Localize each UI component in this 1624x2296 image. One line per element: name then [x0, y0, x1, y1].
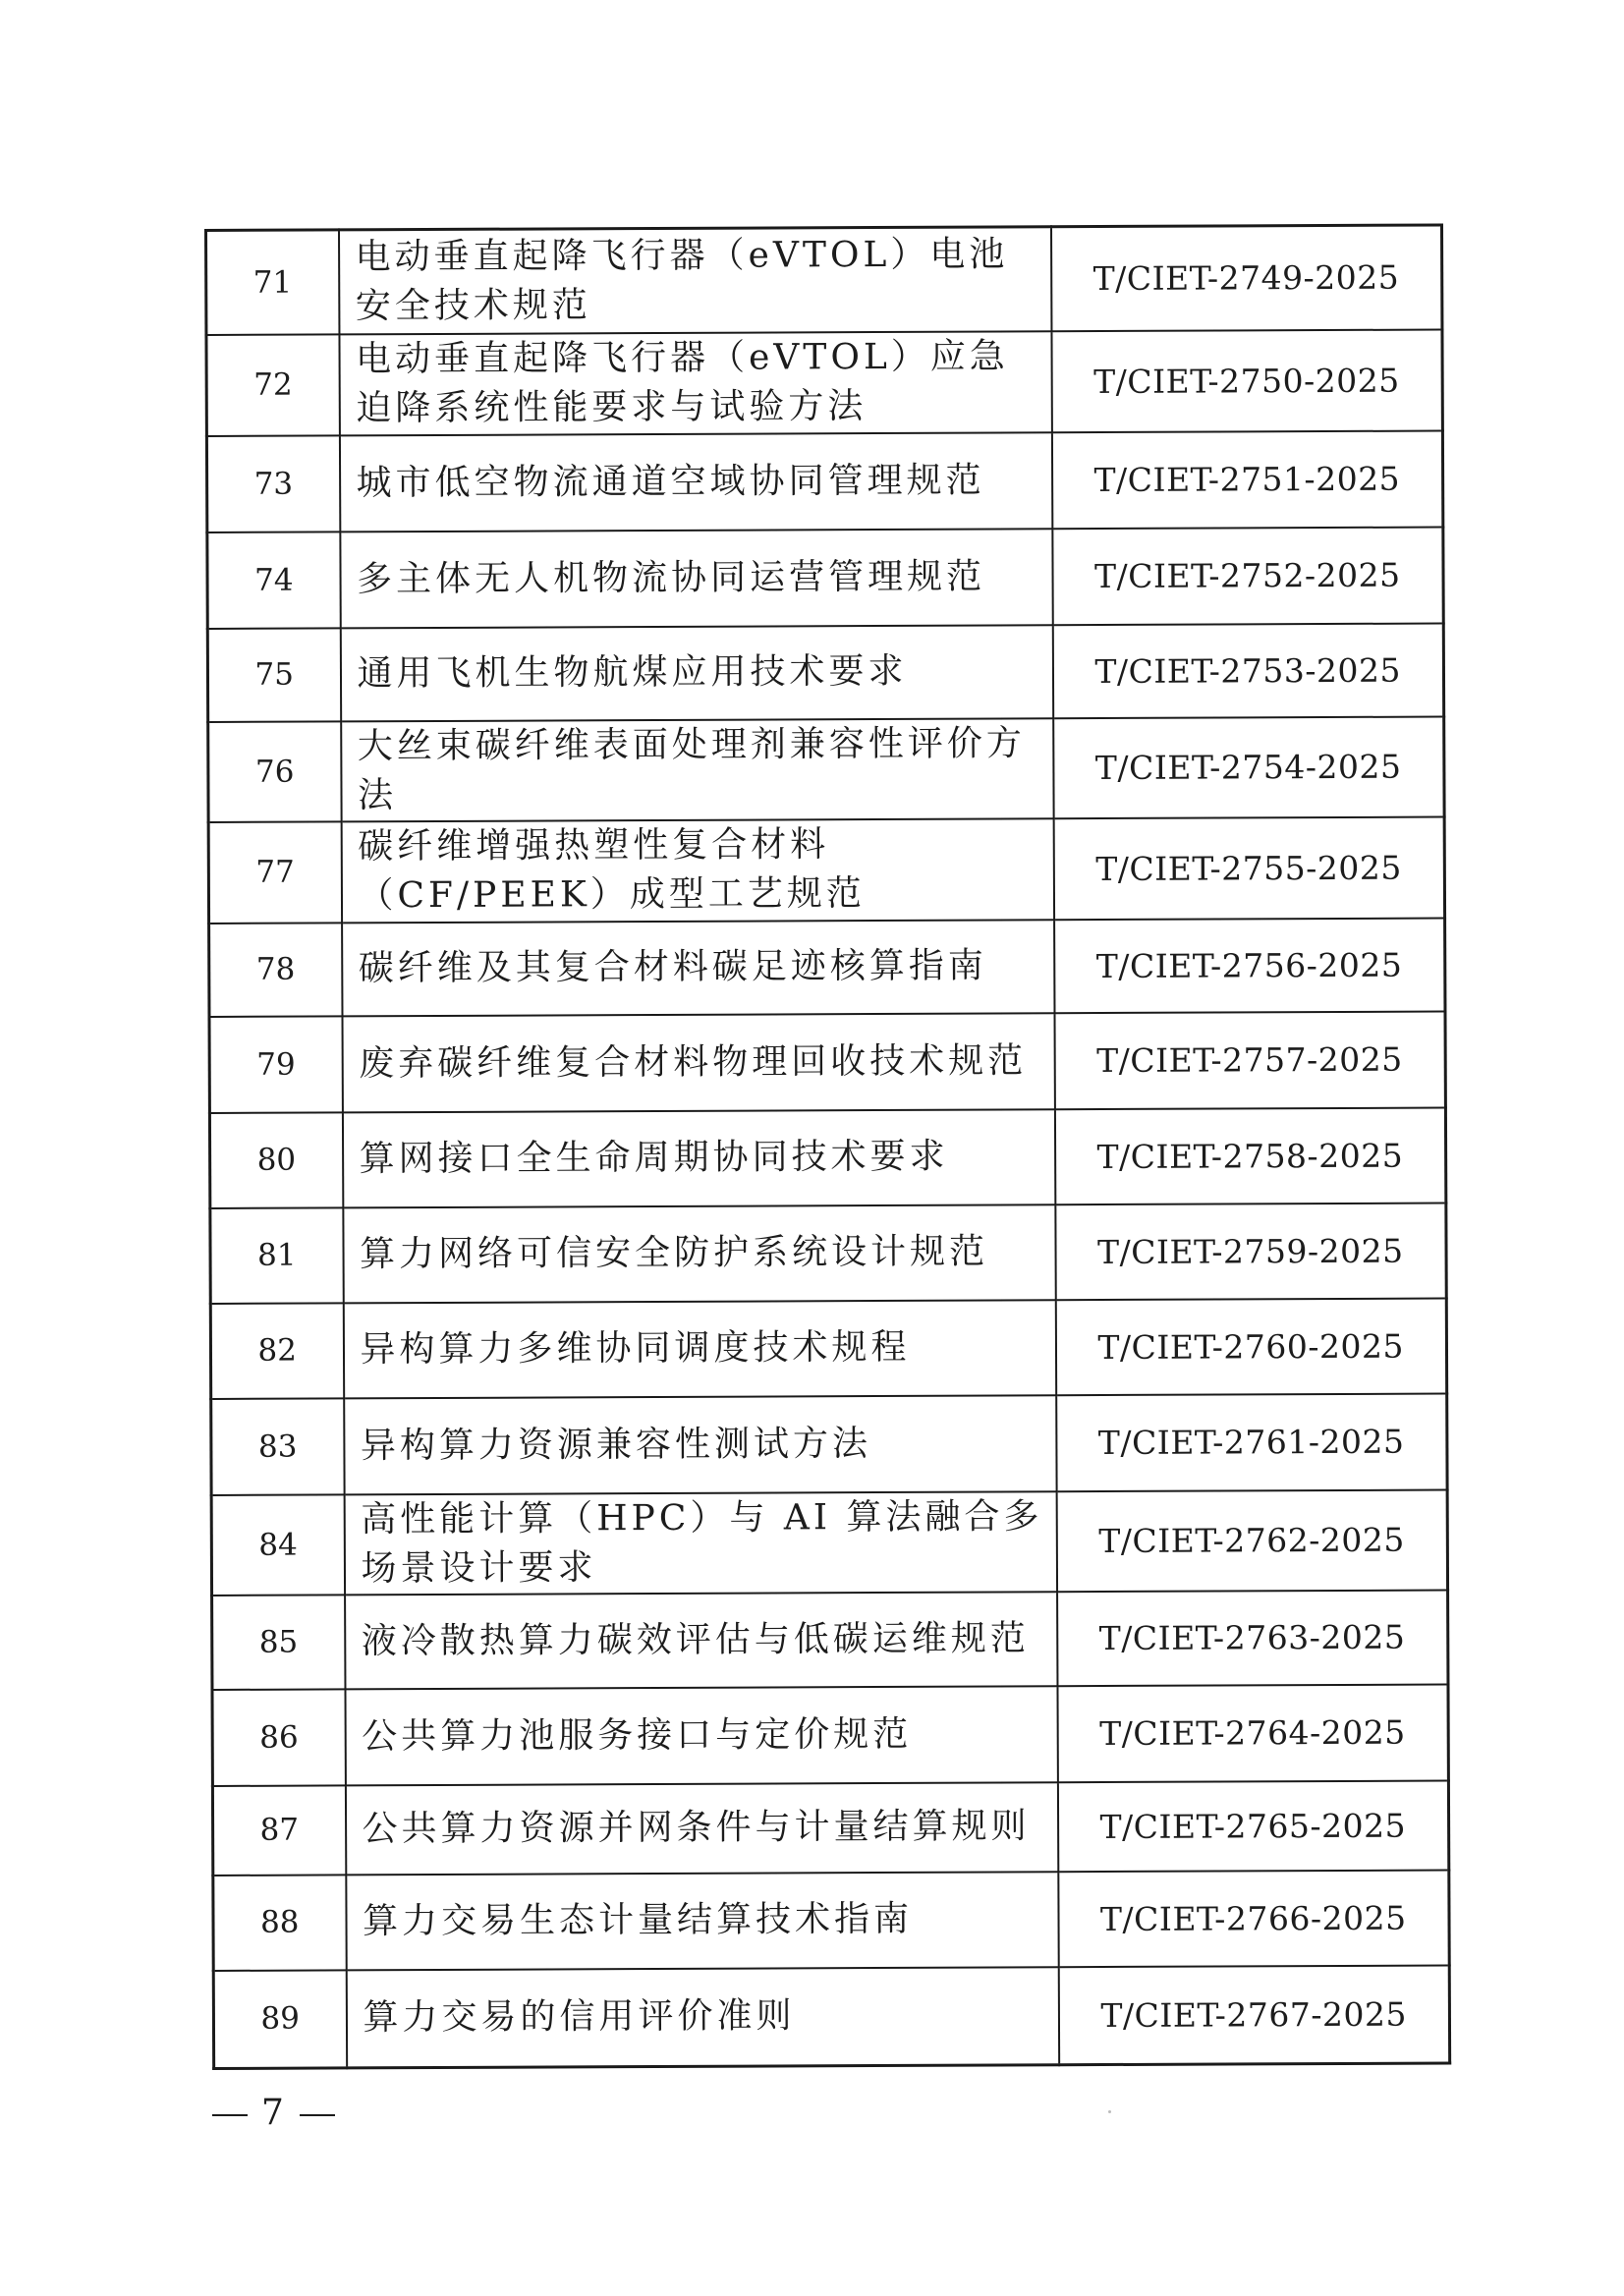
row-number: 75 [207, 628, 340, 722]
page-footer [212, 2093, 335, 2133]
standard-name: 算力交易生态计量结算技术指南 [346, 1872, 1058, 1970]
standard-code: T/CIET-2762-2025 [1056, 1489, 1447, 1592]
table-row [209, 918, 1445, 1016]
standard-code: T/CIET-2759-2025 [1055, 1203, 1446, 1300]
row-number: 76 [208, 721, 341, 822]
row-number: 84 [211, 1494, 344, 1596]
standard-name: 异构算力资源兼容性测试方法 [344, 1395, 1056, 1494]
row-number: 72 [206, 334, 339, 436]
table-row [206, 430, 1442, 532]
standard-code: T/CIET-2761-2025 [1056, 1393, 1447, 1491]
table-row [206, 329, 1442, 435]
standard-name: 液冷散热算力碳效评估与低碳运维规范 [345, 1592, 1057, 1689]
table-row [208, 816, 1444, 923]
standard-code: T/CIET-2760-2025 [1055, 1298, 1446, 1395]
standard-code: T/CIET-2756-2025 [1054, 918, 1445, 1013]
standard-name: 公共算力资源并网条件与计量结算规则 [345, 1782, 1057, 1875]
table-row [212, 1684, 1448, 1785]
standard-code: T/CIET-2750-2025 [1051, 329, 1442, 432]
row-number: 80 [209, 1112, 342, 1208]
table-row [210, 1298, 1446, 1398]
row-number: 89 [213, 1970, 346, 2069]
standard-name: 公共算力池服务接口与定价规范 [345, 1686, 1057, 1785]
row-number: 81 [210, 1207, 343, 1304]
row-number: 87 [212, 1785, 345, 1876]
row-number: 78 [209, 923, 342, 1017]
row-number: 88 [213, 1875, 346, 1971]
row-number: 85 [212, 1595, 345, 1690]
standard-code: T/CIET-2757-2025 [1054, 1011, 1445, 1109]
standard-code: T/CIET-2764-2025 [1057, 1684, 1448, 1782]
table-row [212, 1780, 1448, 1875]
standard-code: T/CIET-2758-2025 [1054, 1107, 1445, 1204]
standard-code: T/CIET-2765-2025 [1057, 1780, 1448, 1872]
scan-speck [1108, 2110, 1111, 2113]
standard-name: 算网接口全生命周期协同技术要求 [342, 1109, 1054, 1207]
standard-code: T/CIET-2751-2025 [1051, 430, 1442, 529]
standard-name: 高性能计算（HPC）与 AI 算法融合多场景设计要求 [344, 1491, 1056, 1595]
table-row [211, 1393, 1447, 1494]
standard-name: 多主体无人机物流协同运营管理规范 [340, 529, 1052, 628]
table-row [211, 1489, 1447, 1595]
footer-dash-left [212, 2114, 248, 2116]
standard-name: 异构算力多维协同调度技术规程 [343, 1300, 1055, 1398]
standard-name: 电动垂直起降飞行器（eVTOL）电池安全技术规范 [339, 227, 1051, 334]
standard-name: 电动垂直起降飞行器（eVTOL）应急迫降系统性能要求与试验方法 [339, 331, 1051, 435]
row-number: 83 [211, 1398, 344, 1495]
standard-code: T/CIET-2763-2025 [1057, 1590, 1448, 1686]
table-row [206, 225, 1442, 334]
standard-code: T/CIET-2755-2025 [1053, 816, 1444, 920]
standard-name: 算力交易的信用评价准则 [346, 1967, 1058, 2068]
standards-table [204, 223, 1451, 2069]
row-number: 73 [206, 435, 339, 532]
table-row [212, 1590, 1448, 1689]
footer-dash-right [300, 2114, 335, 2116]
standard-code: T/CIET-2752-2025 [1052, 527, 1443, 625]
row-number: 82 [210, 1303, 343, 1399]
table-row [213, 1870, 1449, 1970]
table-row [210, 1203, 1446, 1303]
standard-name: 废弃碳纤维复合材料物理回收技术规范 [342, 1013, 1054, 1112]
row-number: 71 [206, 230, 339, 335]
row-number: 86 [212, 1689, 345, 1786]
standard-code: T/CIET-2753-2025 [1052, 623, 1443, 718]
standard-name: 碳纤维及其复合材料碳足迹核算指南 [342, 920, 1054, 1016]
table-row [207, 623, 1443, 721]
standard-name: 城市低空物流通道空域协同管理规范 [339, 432, 1051, 532]
standard-code: T/CIET-2749-2025 [1050, 225, 1441, 331]
page-number: 7 [261, 2093, 286, 2133]
table-row [209, 1107, 1445, 1207]
row-number: 74 [207, 532, 340, 629]
table-row [207, 527, 1443, 628]
table-row [209, 1011, 1445, 1112]
standard-name: 大丝束碳纤维表面处理剂兼容性评价方法 [341, 718, 1053, 821]
standard-code: T/CIET-2766-2025 [1058, 1870, 1449, 1967]
standard-name: 碳纤维增强热塑性复合材料（CF/PEEK）成型工艺规范 [341, 818, 1053, 923]
standard-name: 通用飞机生物航煤应用技术要求 [340, 625, 1052, 721]
standard-code: T/CIET-2767-2025 [1058, 1965, 1449, 2065]
table-row [213, 1965, 1449, 2068]
standard-name: 算力网络可信安全防护系统设计规范 [343, 1204, 1055, 1303]
standard-code: T/CIET-2754-2025 [1053, 716, 1444, 818]
row-number: 79 [209, 1016, 342, 1113]
row-number: 77 [208, 821, 341, 924]
table-row [208, 716, 1444, 821]
